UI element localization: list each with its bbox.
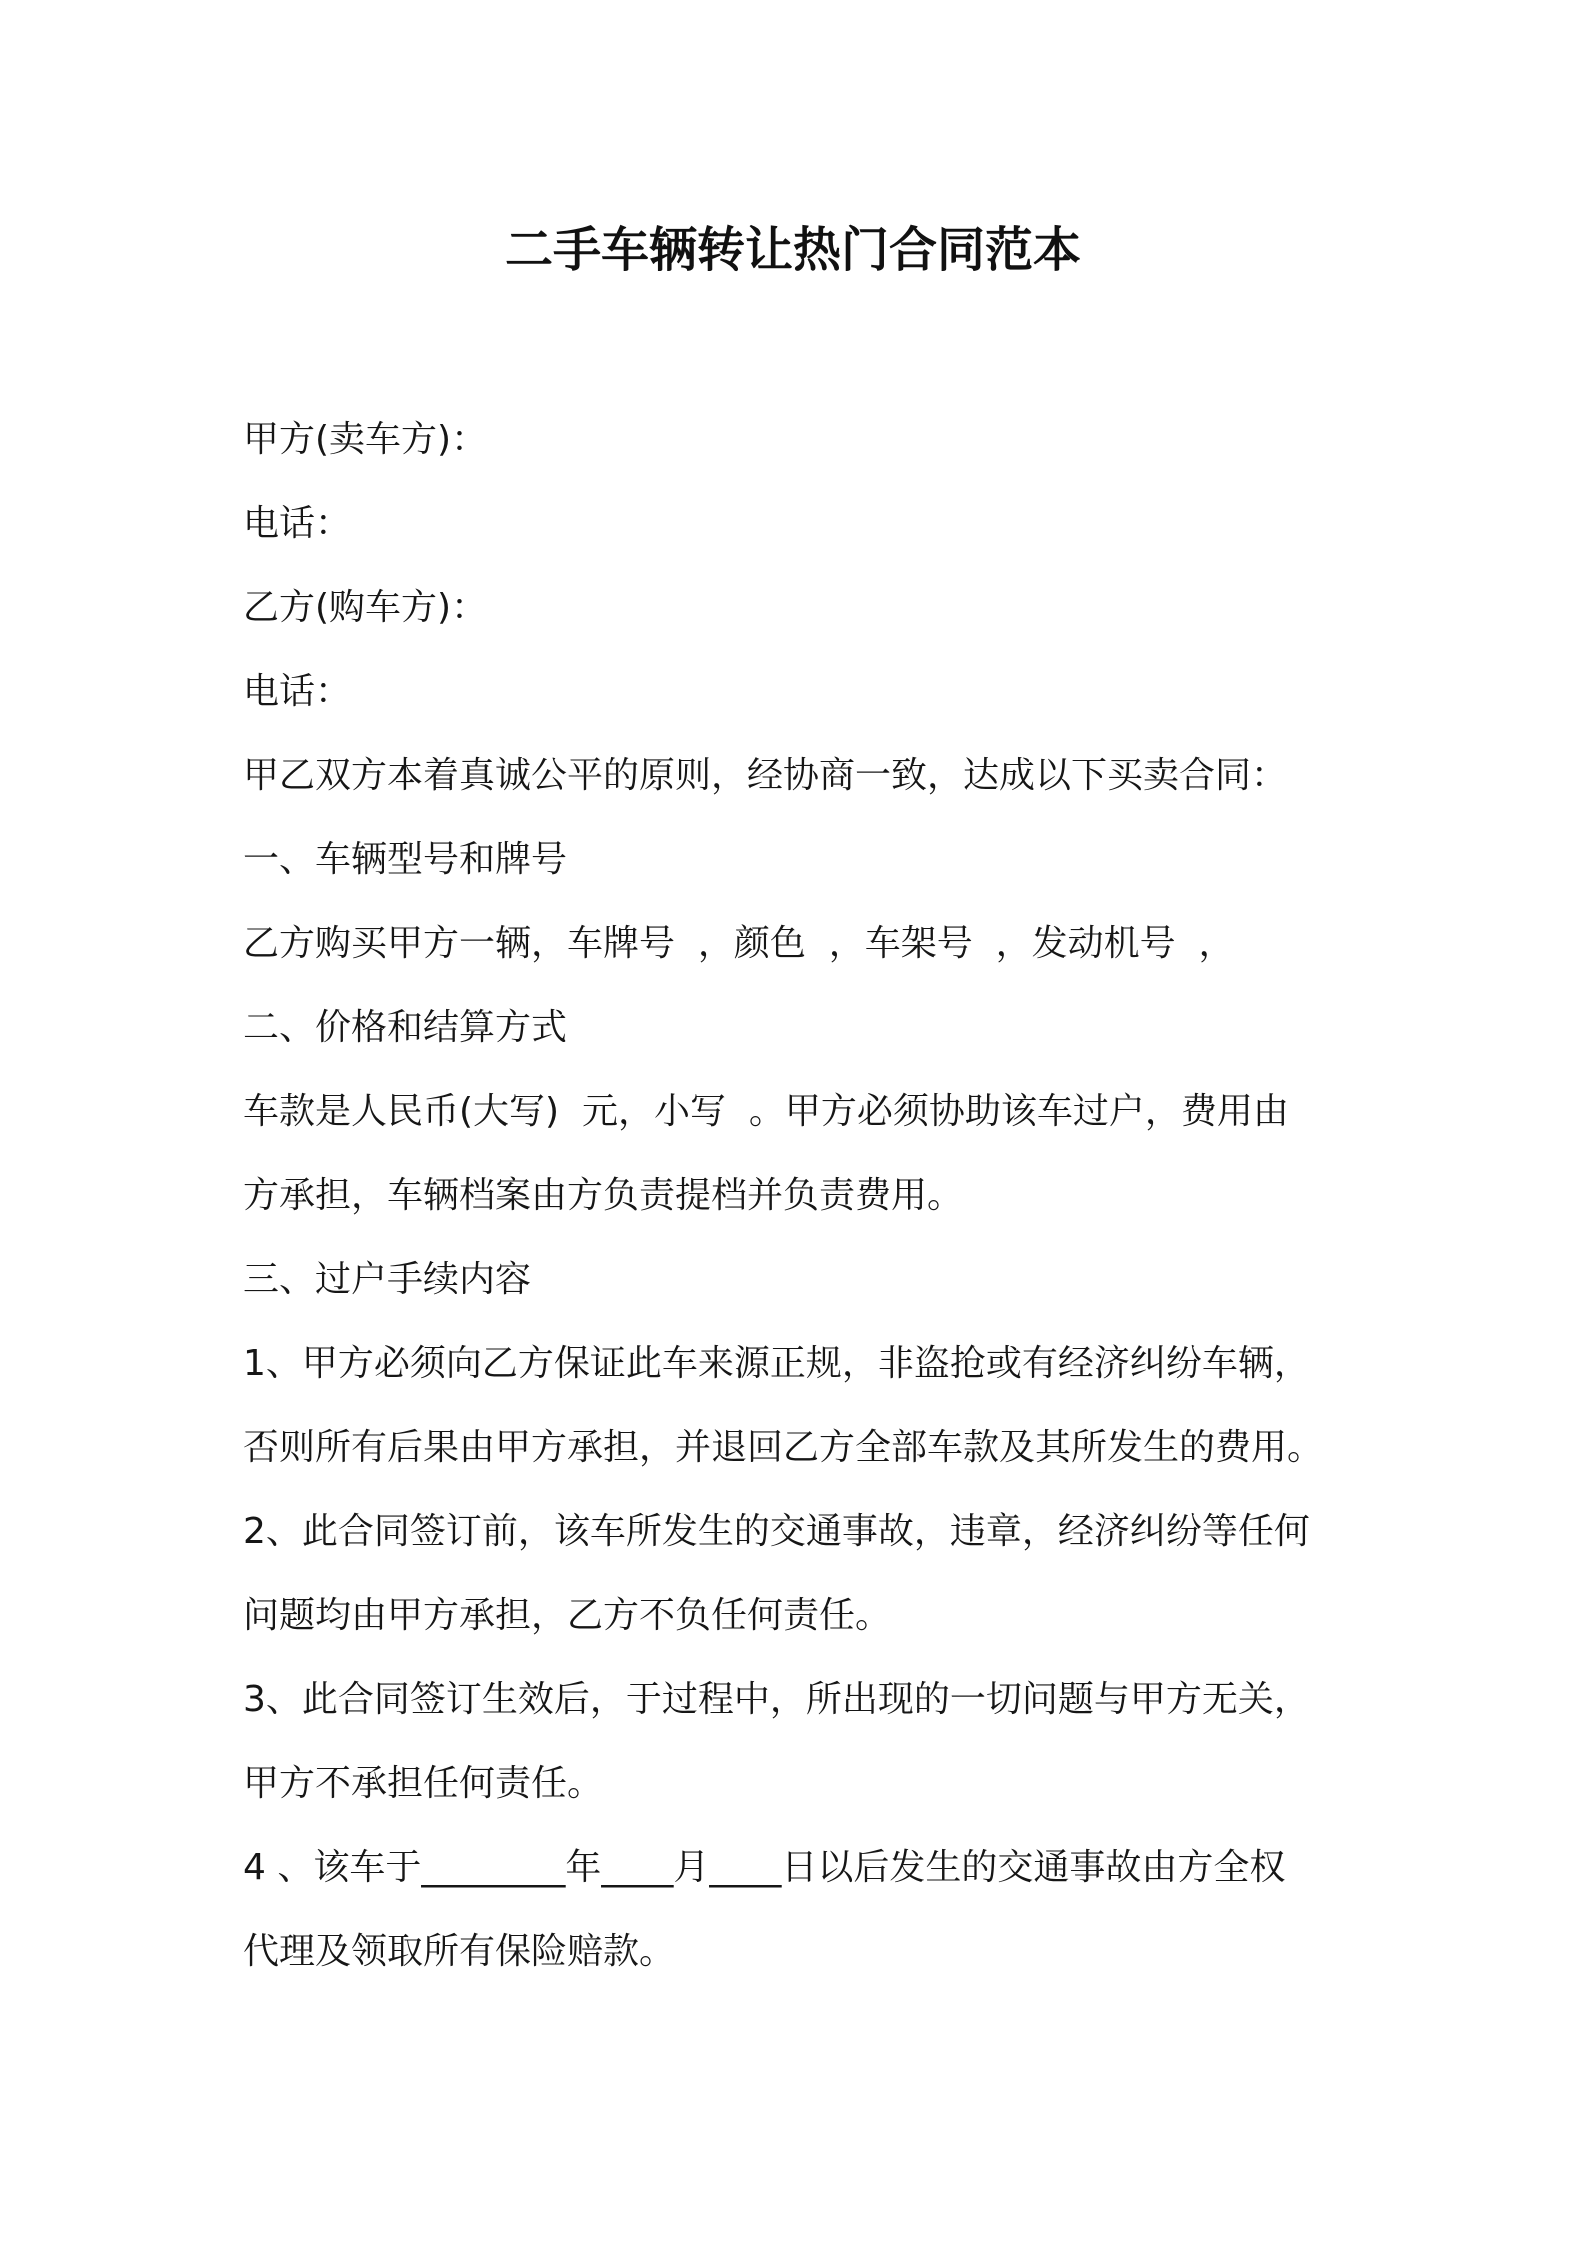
buyer-phone-line: 电话：: [243, 671, 352, 712]
seller-phone-line: 电话：: [243, 503, 352, 544]
clause-4-line-2: 代理及领取所有保险赔款。: [243, 1931, 676, 1972]
clause-3-line-2: 甲方不承担任何责任。: [243, 1763, 604, 1804]
clause-2-line-2: 问题均由甲方承担，乙方不负任何责任。: [243, 1595, 892, 1636]
vehicle-details-line: 乙方购买甲方一辆，车牌号 ，颜色 ，车架号 ，发动机号 ，: [243, 923, 1235, 964]
section-heading-transfer: 三、过户手续内容: [243, 1259, 532, 1300]
clause-1-line-1: 1、甲方必须向乙方保证此车来源正规，非盗抢或有经济纠纷车辆，: [243, 1343, 1310, 1384]
document-body: [243, 398, 1363, 1994]
preamble-line: 甲乙双方本着真诚公平的原则，经协商一致，达成以下买卖合同：: [243, 755, 1288, 796]
clause-3-line-1: 3、此合同签订生效后，于过程中，所出现的一切问题与甲方无关，: [243, 1679, 1310, 1720]
clause-4-line-1: 4 、该车于________年____月____日以后发生的交通事故由方全权: [243, 1847, 1286, 1888]
buyer-party-line: 乙方(购车方)：: [243, 587, 488, 628]
seller-party-line: 甲方(卖车方)：: [243, 419, 488, 460]
section-heading-vehicle: 一、车辆型号和牌号: [243, 839, 568, 880]
document-title: 二手车辆转让热门合同范本: [504, 222, 1081, 278]
section-heading-price: 二、价格和结算方式: [243, 1007, 568, 1048]
clause-1-line-2: 否则所有后果由甲方承担，并退回乙方全部车款及其所发生的费用。: [243, 1427, 1324, 1468]
clause-2-line-1: 2、此合同签订前，该车所发生的交通事故，违章，经济纠纷等任何: [243, 1511, 1310, 1552]
price-line-2: 方承担，车辆档案由方负责提档并负责费用。: [243, 1175, 964, 1216]
price-line-1: 车款是人民币(大写) 元，小写 。甲方必须协助该车过户，费用由: [243, 1091, 1289, 1132]
